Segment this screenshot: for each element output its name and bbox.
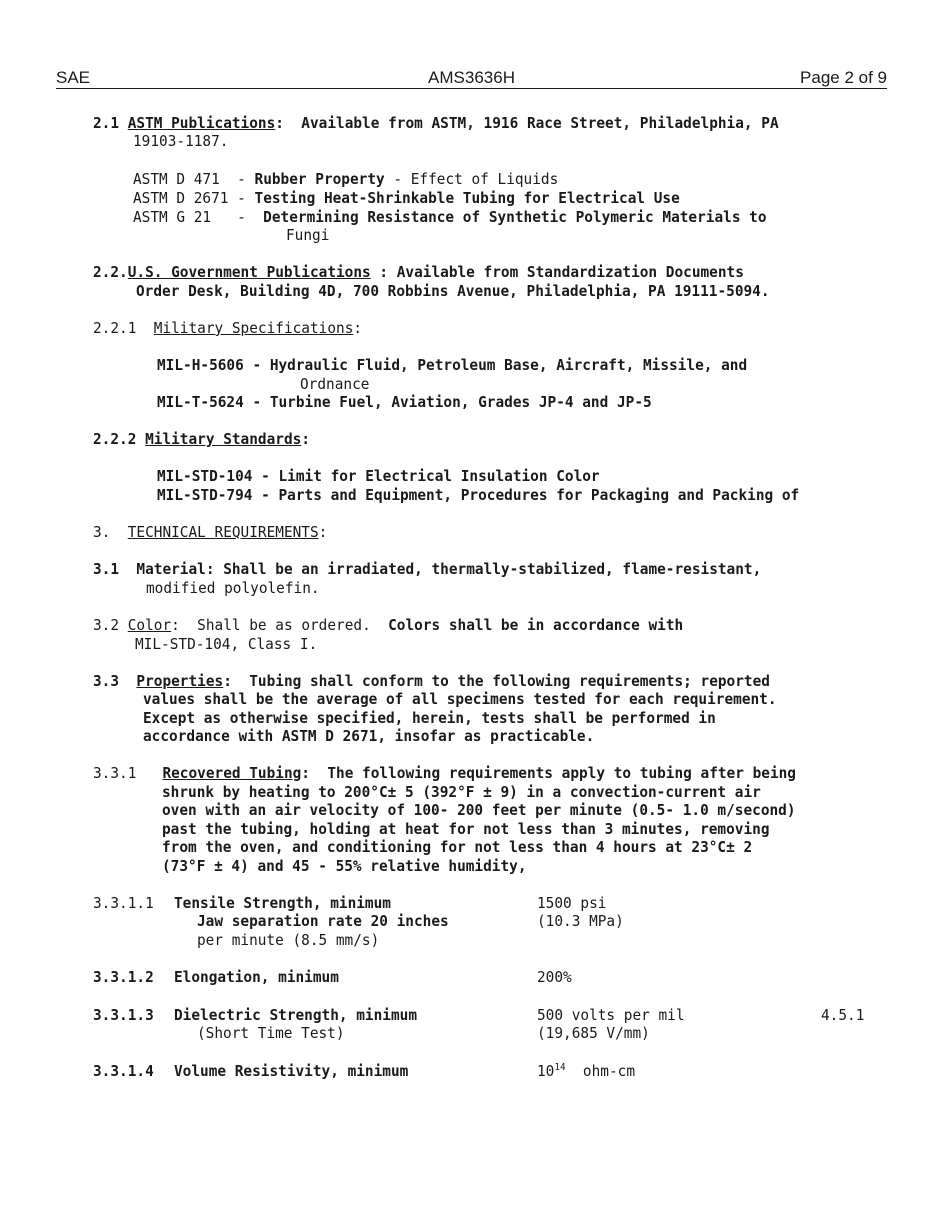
property-number: 3.3.1.4 xyxy=(93,1062,154,1080)
property-number: 3.3.1.2 xyxy=(93,968,154,986)
property-value-si: (10.3 MPa) xyxy=(537,912,624,930)
body-line: oven with an air velocity of 100- 200 feet per minute (0.5- 1.0 m/second) xyxy=(162,801,796,819)
property-number: 3.3.1.1 xyxy=(93,894,154,912)
header-doc-number: AMS3636H xyxy=(428,68,515,87)
property-value: 200% xyxy=(537,968,572,986)
spec-item: MIL-T-5624 - Turbine Fuel, Aviation, Grades JP-4 and JP-5 xyxy=(157,393,652,411)
exponent: 14 xyxy=(554,1061,566,1073)
body-line: from the oven, and conditioning for not less than 4 hours at 23°C± 2 xyxy=(162,838,753,856)
section-heading: 3.3 Properties: Tubing shall conform to the following requirements; reported xyxy=(93,672,770,690)
section-heading: 3.3.1 Recovered Tubing: The following requirements apply to tubing after being xyxy=(93,764,796,782)
property-name: Elongation, minimum xyxy=(174,968,339,986)
body-line: shrunk by heating to 200°C± 5 (392°F ± 9) in a convection-current air xyxy=(162,783,761,801)
body-line: values shall be the average of all specimens tested for each requirement. xyxy=(143,690,777,708)
property-number: 3.3.1.3 xyxy=(93,1006,154,1024)
property-note: Jaw separation rate 20 inches xyxy=(197,912,449,930)
property-note: (Short Time Test) xyxy=(197,1024,345,1042)
spec-item: MIL-H-5606 - Hydraulic Fluid, Petroleum Base, Aircraft, Missile, and xyxy=(157,356,748,374)
body-line: Order Desk, Building 4D, 700 Robbins Avenue, Philadelphia, PA 19111-5094. xyxy=(136,282,770,300)
reference-item-continuation: Fungi xyxy=(286,226,330,244)
standard-item: MIL-STD-104 - Limit for Electrical Insulation Color xyxy=(157,467,600,485)
section-heading: 2.1 ASTM Publications: Available from ASTM, 1916 Race Street, Philadelphia, PA xyxy=(93,114,779,132)
section-heading: 3.2 Color: Shall be as ordered. Colors shall be in accordance with xyxy=(93,616,684,634)
property-value-si: (19,685 V/mm) xyxy=(537,1024,650,1042)
page-header xyxy=(56,68,887,89)
property-name: Tensile Strength, minimum xyxy=(174,894,391,912)
property-value: 1500 psi xyxy=(537,894,607,912)
property-note: per minute (8.5 mm/s) xyxy=(197,931,380,949)
body-line: 19103-1187. xyxy=(133,132,229,150)
header-org: SAE xyxy=(56,68,91,87)
body-line: MIL-STD-104, Class I. xyxy=(135,635,318,653)
test-method-reference: 4.5.1 xyxy=(821,1006,865,1024)
body-line: past the tubing, holding at heat for not less than 3 minutes, removing xyxy=(162,820,770,838)
property-name: Dielectric Strength, minimum xyxy=(174,1006,418,1024)
section-heading: 2.2.2 Military Standards: xyxy=(93,430,311,448)
body-line: (73°F ± 4) and 45 - 55% relative humidity, xyxy=(162,857,527,875)
reference-item: ASTM G 21 - Determining Resistance of Synthetic Polymeric Materials to xyxy=(133,208,767,226)
reference-item: ASTM D 2671 - Testing Heat-Shrinkable Tubing for Electrical Use xyxy=(133,189,680,207)
section-heading: 2.2.U.S. Government Publications : Available from Standardization Documents xyxy=(93,263,744,281)
body-line: Except as otherwise specified, herein, tests shall be performed in xyxy=(143,709,716,727)
section-3-heading: 3. TECHNICAL REQUIREMENTS: xyxy=(93,523,328,541)
section-heading: 2.2.1 Military Specifications: xyxy=(93,319,363,337)
reference-item: ASTM D 471 - Rubber Property - Effect of Liquids xyxy=(133,170,559,188)
spec-item-continuation: Ordnance xyxy=(300,375,370,393)
section-heading: 3.1 Material: Shall be an irradiated, thermally-stabilized, flame-resistant, xyxy=(93,560,762,578)
body-line: accordance with ASTM D 2671, insofar as practicable. xyxy=(143,727,595,745)
body-line: modified polyolefin. xyxy=(146,579,320,597)
property-value: 500 volts per mil xyxy=(537,1006,685,1024)
property-name: Volume Resistivity, minimum xyxy=(174,1062,409,1080)
property-value: $10^{14}$ ohm-cm xyxy=(537,1061,635,1080)
standard-item: MIL-STD-794 - Parts and Equipment, Procedures for Packaging and Packing of xyxy=(157,486,800,504)
header-page-number: Page 2 of 9 xyxy=(800,68,887,87)
